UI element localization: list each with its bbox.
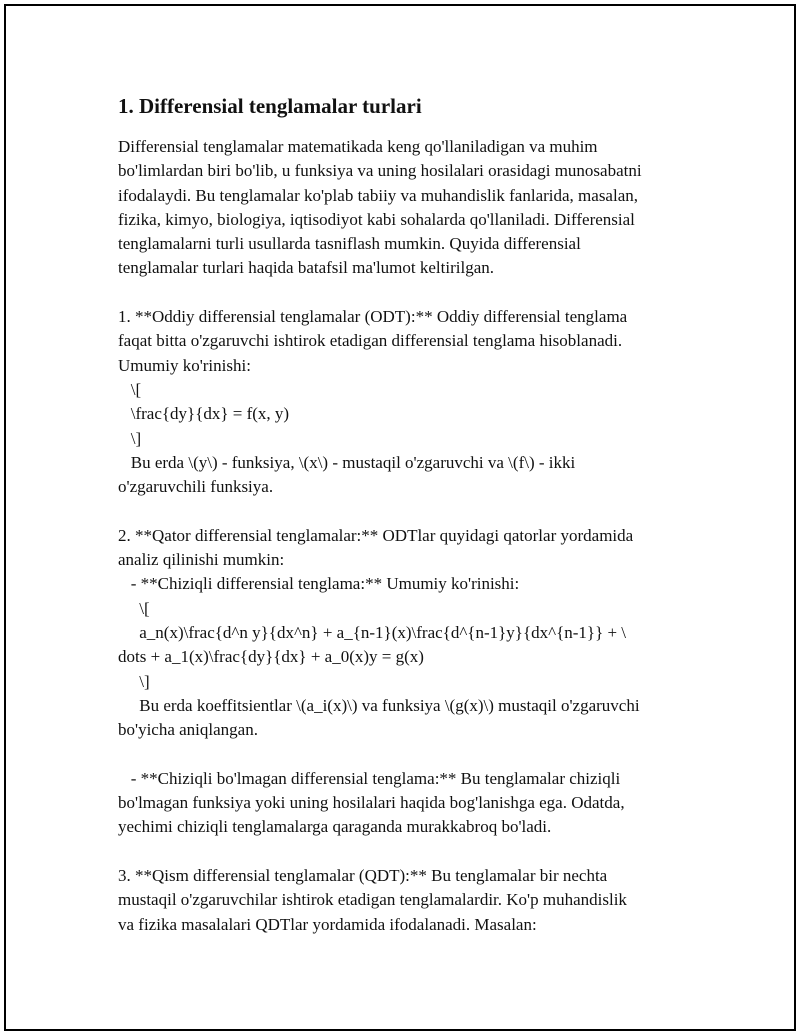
- text-line: bo'lmagan funksiya yoki uning hosilalari haqida bog'lanishga ega. Odatda,: [118, 793, 625, 813]
- text-line: \]: [118, 428, 142, 448]
- text-line: analiz qilinishi mumkin:: [118, 550, 285, 570]
- text-line: mustaqil o'zgaruvchilar ishtirok etadigan tenglamalardir. Ko'p muhandislik: [118, 890, 627, 910]
- text-line: bo'limlardan biri bo'lib, u funksiya va uning hosilalari orasidagi munosabatni: [118, 161, 642, 181]
- blank-line: [118, 742, 684, 766]
- text-line: 2. **Qator differensial tenglamalar:** ODTlar quyidagi qatorlar yordamida: [118, 525, 634, 545]
- text-line: \]: [118, 671, 150, 691]
- text-line: 1. **Oddiy differensial tenglamalar (ODT):** Oddiy differensial tenglama: [118, 307, 628, 327]
- text-line: tenglamalarni turli usullarda tasniflash mumkin. Quyida differensial: [118, 234, 581, 254]
- text-line: - **Chiziqli differensial tenglama:** Umumiy ko'rinishi:: [118, 574, 520, 594]
- text-line: fizika, kimyo, biologiya, iqtisodiyot kabi sohalarda qo'llaniladi. Differensial: [118, 209, 635, 229]
- text-line: Bu erda \(y\) - funksiya, \(x\) - mustaqil o'zgaruvchi va \(f\) - ikki: [118, 452, 576, 472]
- blank-line: [118, 840, 684, 864]
- text-line: \[: [118, 379, 142, 399]
- document-body: [118, 135, 684, 937]
- text-line: yechimi chiziqli tenglamalarga qaraganda murakkabroq bo'ladi.: [118, 817, 552, 837]
- text-line: \[: [118, 598, 150, 618]
- text-line: Umumiy ko'rinishi:: [118, 355, 251, 375]
- section-heading: 1. Differensial tenglamalar turlari: [118, 94, 422, 118]
- text-line: faqat bitta o'zgaruvchi ishtirok etadigan differensial tenglama hisoblanadi.: [118, 331, 623, 351]
- text-line: - **Chiziqli bo'lmagan differensial tenglama:** Bu tenglamalar chiziqli: [118, 768, 621, 788]
- blank-line: [118, 281, 684, 305]
- text-line: Bu erda koeffitsientlar \(a_i(x)\) va funksiya \(g(x)\) mustaqil o'zgaruvchi: [118, 695, 640, 715]
- text-line: ifodalaydi. Bu tenglamalar ko'plab tabiiy va muhandislik fanlarida, masalan,: [118, 185, 638, 205]
- text-line: a_n(x)\frac{d^n y}{dx^n} + a_{n-1}(x)\frac{d^{n-1}y}{dx^{n-1}} + \: [118, 622, 627, 642]
- text-line: \frac{dy}{dx} = f(x, y): [118, 404, 290, 424]
- text-line: dots + a_1(x)\frac{dy}{dx} + a_0(x)y = g(x): [118, 647, 424, 667]
- text-line: bo'yicha aniqlangan.: [118, 720, 258, 740]
- text-line: Differensial tenglamalar matematikada keng qo'llaniladigan va muhim: [118, 137, 598, 156]
- text-line: va fizika masalalari QDTlar yordamida ifodalanadi. Masalan:: [118, 914, 537, 934]
- text-line: o'zgaruvchili funksiya.: [118, 477, 274, 497]
- document-page: [118, 92, 684, 937]
- text-line: 3. **Qism differensial tenglamalar (QDT):** Bu tenglamalar bir nechta: [118, 865, 608, 885]
- blank-line: [118, 499, 684, 523]
- text-line: tenglamalar turlari haqida batafsil ma'lumot keltirilgan.: [118, 258, 494, 278]
